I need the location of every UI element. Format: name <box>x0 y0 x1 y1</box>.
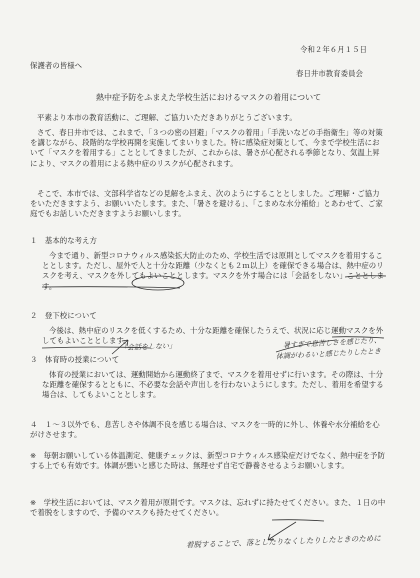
underline-mask-off-sentence <box>345 276 386 277</box>
arrow-to-margin-note <box>276 340 336 352</box>
circle-kaiwa-wo-shinai <box>132 276 184 290</box>
handwritten-margin-note-line-1: 暑すぎで息苦しさを感じたり、 <box>282 336 382 350</box>
recipient-line: 保護者の皆様へ <box>30 61 83 70</box>
sender-name: 春日井市教育委員会 <box>296 69 363 78</box>
underline-tsugakuji <box>42 347 150 348</box>
issue-date: 令和２年６月１５日 <box>300 45 367 54</box>
handwritten-kaiwa-note: 「会話をしない」 <box>119 342 177 352</box>
section-2-heading: ２ 登下校について <box>30 311 97 320</box>
section-1-heading: １ 基本的な考え方 <box>30 236 97 245</box>
document-title: 熱中症予防をふまえた学校生活におけるマスクの着用について <box>96 93 322 102</box>
underline-jokyo-ni-oji <box>332 337 384 338</box>
handwritten-margin-note-line-2: 体調がわるいと感じたりしたとき <box>275 347 382 361</box>
section-1-body: 今まで通り、新型コロナウィルス感染拡大防止のため、学校生活では原則としてマスクを着用することとします。ただし、屋外で人と十分な距離（少なくとも２ｍ以上）を確保できる場合は、熱中症のリスクを考え、マスクを外してもよいこととします。マスクを外す場合には「会話をしない」こととします。 <box>42 251 385 291</box>
intro-paragraph-1: 平素より本市の教育活動に、ご理解、ご協力いただきありがとうございます。 <box>37 113 297 122</box>
note-health-check: ※ 毎朝お願いしている体温測定、健康チェックは、新型コロナウィルス感染症だけでなく、熱中症を予防する上でも有効です。体調が悪いと感じた時は、無理せず自宅で静養させるようお願いします。 <box>30 451 385 471</box>
item-4-paragraph: ４ １～３以外でも、息苦しさや体調不良を感じる場合は、マスクを一時的に外し、休養や水分補給を心がけさせます。 <box>30 420 380 440</box>
note-mask-rule: ※ 学校生活においては、マスク着用が原則です。マスクは、忘れずに持たせてください。また、１日の中で着脱をしますので、予備のマスクも持たせてください。 <box>30 498 386 518</box>
section-2-body: 今後は、熱中症のリスクを低くするため、十分な距離を確保したうえで、状況に応じ運動マスクを外してもよいこととします。 <box>42 326 384 346</box>
handwritten-bottom-note: 着脱することで、落としたりなくしたりしたときのために <box>185 533 381 550</box>
section-3-heading: ３ 体育時の授業について <box>30 355 120 364</box>
arrow-to-bottom-note <box>268 522 296 540</box>
underline-yobi-mask <box>272 520 324 521</box>
section-3-body: 体育の授業においては、運動開始から運動終了まで、マスクを着用せずに行います。その際は、十分な距離を確保するとともに、不必要な会話や声出しを行わないようにします。ただし、着用を希望する場合は、してもよいこととします。 <box>42 370 384 400</box>
intro-paragraph-2: さて、春日井市では、これまで、「３つの密の回避」「マスクの着用」「手洗いなどの手指衛生」等の対策を講じながら、段階的な学校再開を実施してまいりました。特に感染症対策として、今まで学校生活において「マスクを着用する」こととしてきましたが、これからは、暑さが心配される季節となり、気温上昇により、マスクの着用による熱中症のリスクが心配されます。 <box>30 128 383 168</box>
underline-mask-off-sentence-2 <box>42 287 180 288</box>
intro-paragraph-3: そこで、本市では、文部科学省などの見解をふまえ、次のようにすることとしました。ご理解・ご協力をいただきますよう、お願いいたします。また、「暑さを避ける」、「こまめな水分補給」とあわせて、ご家庭でもお話しいただきますようお願いします。 <box>30 189 383 219</box>
